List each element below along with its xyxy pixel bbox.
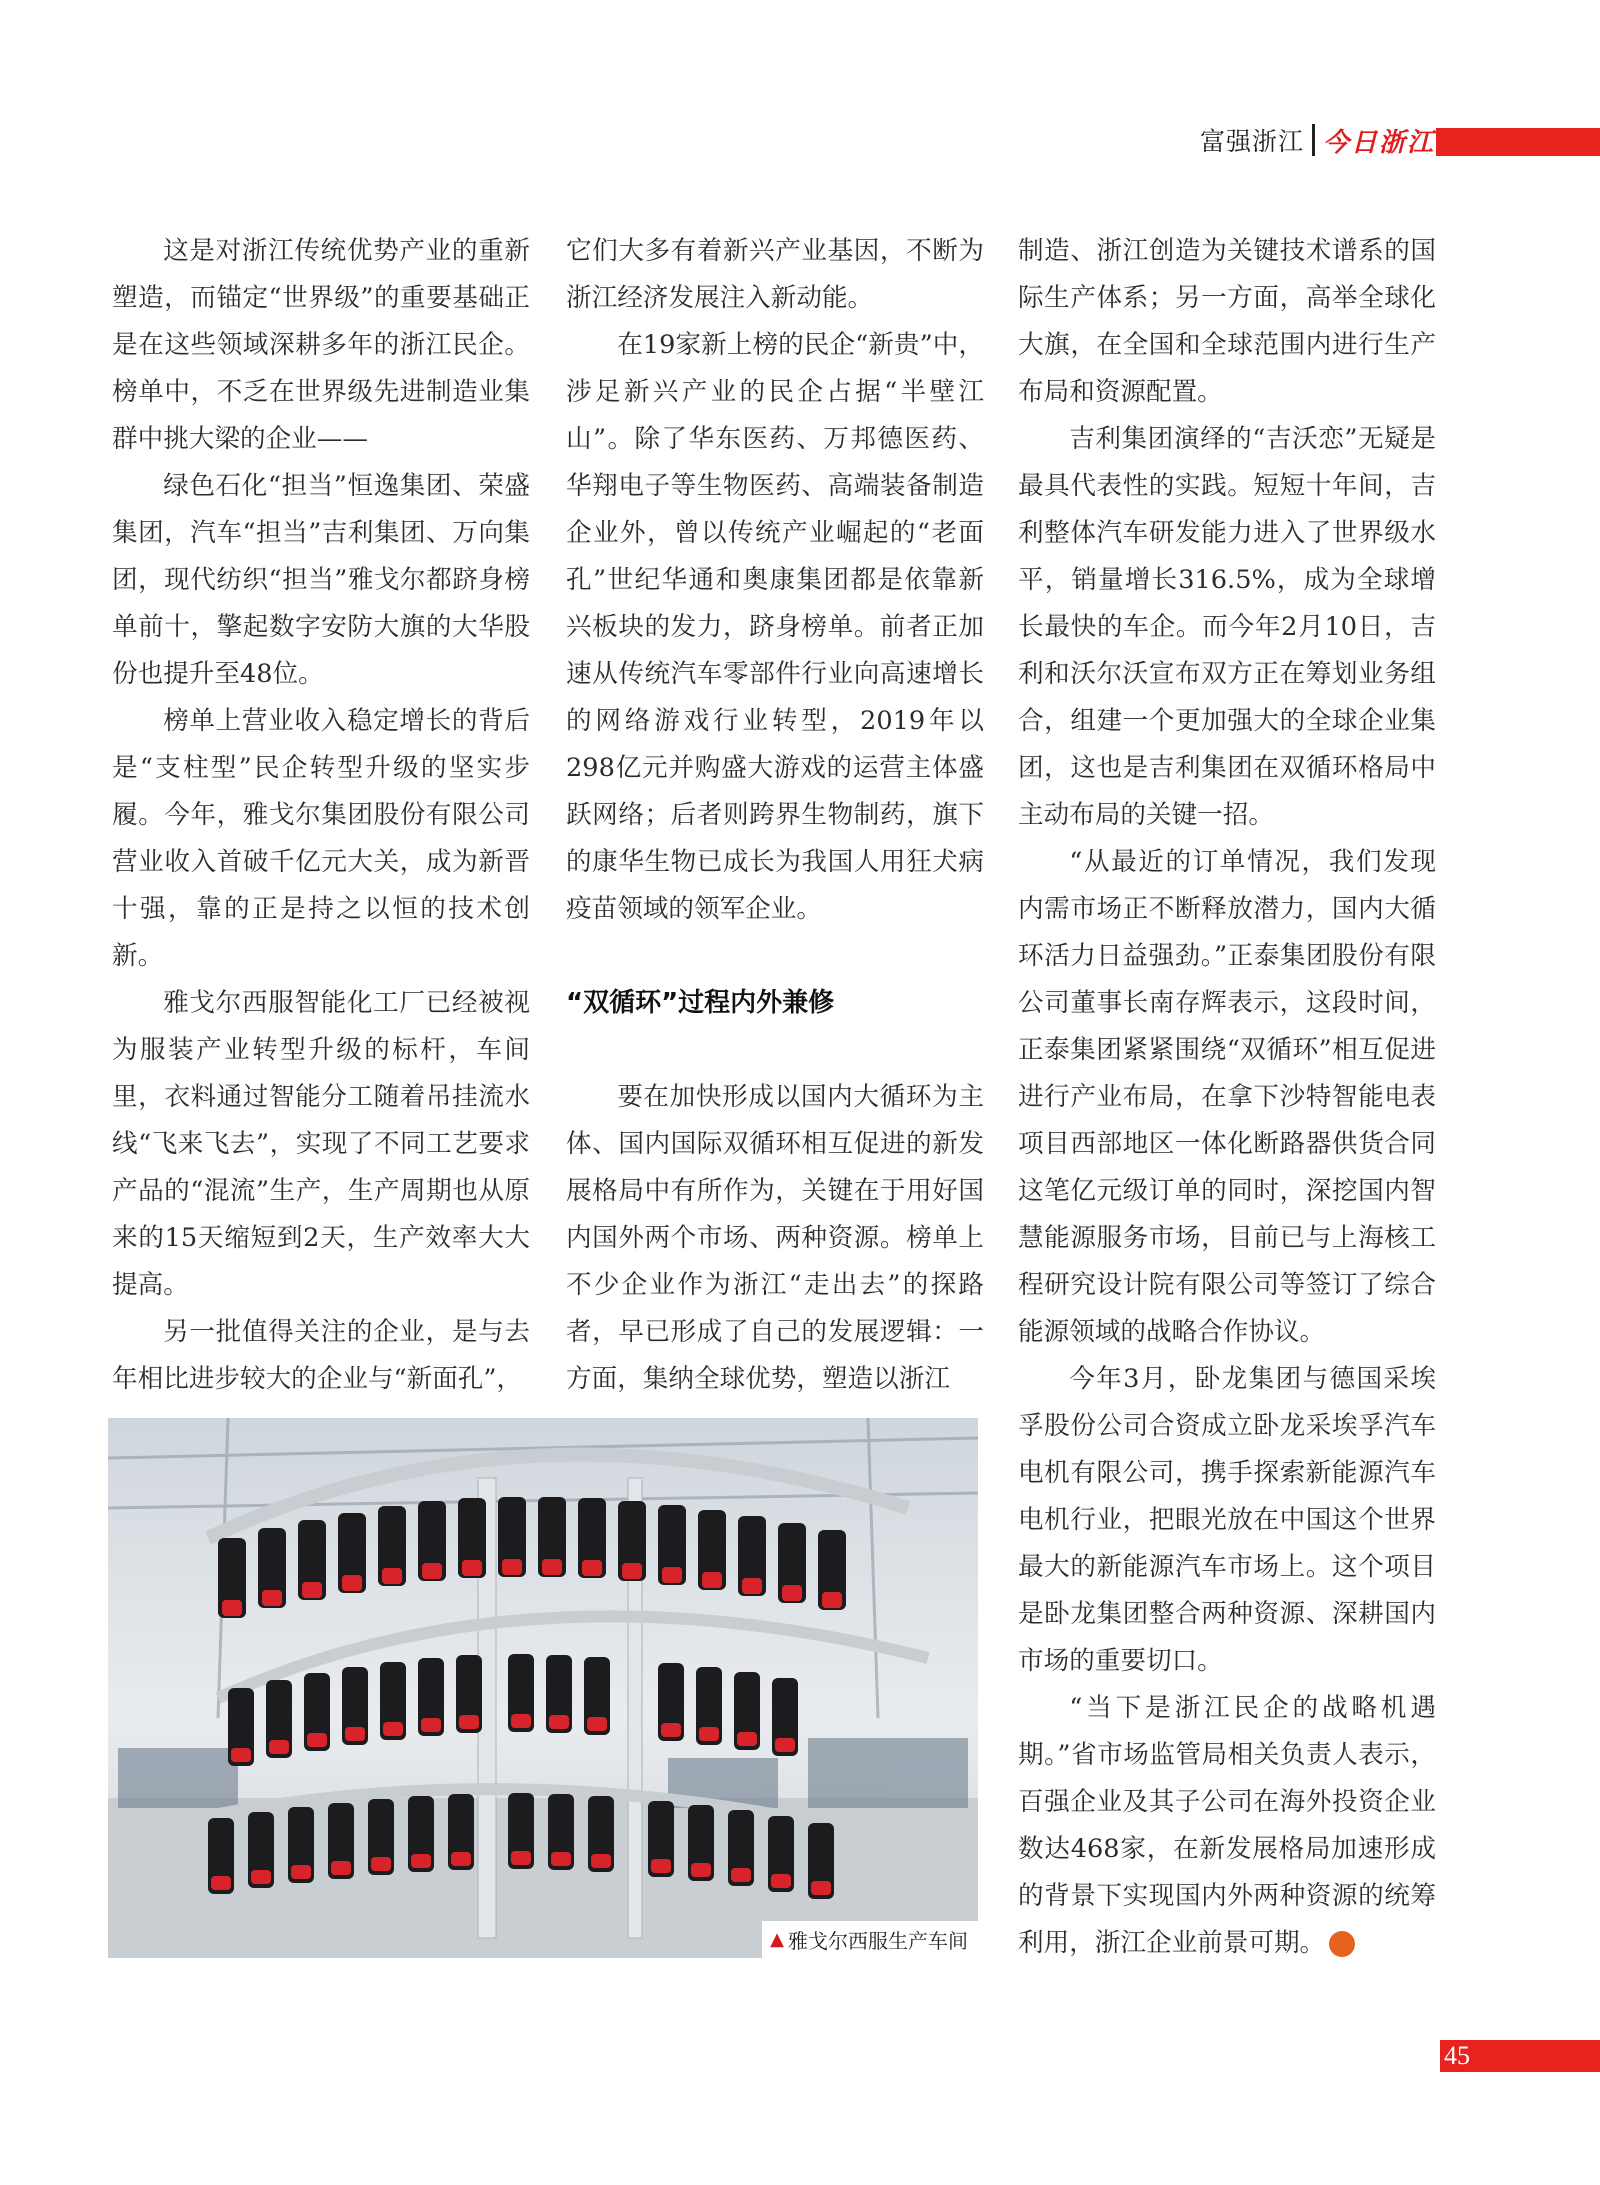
section-title: 富强浙江 (1200, 127, 1305, 156)
article-column-1 (112, 228, 530, 1403)
spacer (566, 1027, 984, 1074)
paragraph-text: “当下是浙江民企的战略机遇期。”省市场监管局相关负责人表示，百强企业及其子公司在海外投资企业数达468家，在新发展格局加速形成的背景下实现国内外两种资源的统筹利用，浙江企业前景可期。 (1018, 1693, 1436, 1958)
section-heading: “双循环”过程内外兼修 (566, 988, 835, 1018)
paragraph: 绿色石化“担当”恒逸集团、荣盛集团，汽车“担当”吉利集团、万向集团，现代纺织“担当”雅戈尔都跻身榜单前十，擎起数字安防大旗的大华股份也提升至48位。 (112, 471, 530, 689)
caption-text: 雅戈尔西服生产车间 (788, 1929, 968, 1953)
paragraph: 它们大多有着新兴产业基因，不断为浙江经济发展注入新动能。 (566, 236, 984, 313)
paragraph: 要在加快形成以国内大循环为主体、国内国际双循环相互促进的新发展格局中有所作为，关键在于用好国内国外两个市场、两种资源。榜单上不少企业作为浙江“走出去”的探路者，早已形成了自己的发展逻辑：一方面，集纳全球优势，塑造以浙江 (566, 1082, 984, 1394)
magazine-logo: 今日浙江 (1323, 127, 1436, 158)
spacer (566, 933, 984, 980)
paragraph: 这是对浙江传统优势产业的重新塑造，而锚定“世界级”的重要基础正是在这些领域深耕多年的浙江民企。榜单中，不乏在世界级先进制造业集群中挑大梁的企业—— (112, 236, 530, 454)
article-column-3 (1018, 228, 1436, 1967)
end-mark-icon: 今 (1329, 1931, 1355, 1957)
paragraph: 雅戈尔西服智能化工厂已经被视为服装产业转型升级的标杆，车间里，衣料通过智能分工随着吊挂流水线“飞来飞去”，实现了不同工艺要求产品的“混流”生产，生产周期也从原来的15天缩短到2天，生产效率大大提高。 (112, 988, 530, 1300)
photo-caption (762, 1921, 978, 1958)
paragraph: 榜单上营业收入稳定增长的背后是“支柱型”民企转型升级的坚实步履。今年，雅戈尔集团股份有限公司营业收入首破千亿元大关，成为新晋十强，靠的正是持之以恒的技术创新。 (112, 706, 530, 971)
article-column-2 (566, 228, 984, 1403)
paragraph: 在19家新上榜的民企“新贵”中，涉足新兴产业的民企占据“半壁江山”。除了华东医药、万邦德医药、华翔电子等生物医药、高端装备制造企业外，曾以传统产业崛起的“老面孔”世纪华通和奥康集团都是依靠新兴板块的发力，跻身榜单。前者正加速从传统汽车零部件行业向高速增长的网络游戏行业转型，2019年以298亿元并购盛大游戏的运营主体盛跃网络；后者则跨界生物制药，旗下的康华生物已成长为我国人用狂犬病疫苗领域的领军企业。 (566, 330, 984, 924)
header-divider (1312, 124, 1315, 156)
page-number: 45 (1444, 2041, 1470, 2070)
running-header (1200, 122, 1435, 158)
paragraph: “从最近的订单情况，我们发现内需市场正不断释放潜力，国内大循环活力日益强劲。”正泰集团股份有限公司董事长南存辉表示，这段时间，正泰集团紧紧围绕“双循环”相互促进进行产业布局，在拿下沙特智能电表项目西部地区一体化断路器供货合同这笔亿元级订单的同时，深挖国内智慧能源服务市场，目前已与上海核工程研究设计院有限公司等签订了综合能源领域的战略合作协议。 (1018, 847, 1436, 1347)
paragraph: 制造、浙江创造为关键技术谱系的国际生产体系；另一方面，高举全球化大旗，在全国和全球范围内进行生产布局和资源配置。 (1018, 236, 1436, 407)
garment-conveyor-illustration (108, 1418, 978, 1958)
factory-photo (108, 1418, 978, 1958)
paragraph: 另一批值得关注的企业，是与去年相比进步较大的企业与“新面孔”， (112, 1317, 530, 1394)
paragraph: 吉利集团演绎的“吉沃恋”无疑是最具代表性的实践。短短十年间，吉利整体汽车研发能力进入了世界级水平，销量增长316.5%，成为全球增长最快的车企。而今年2月10日，吉利和沃尔沃宣布双方正在筹划业务组合，组建一个更加强大的全球企业集团，这也是吉利集团在双循环格局中主动布局的关键一招。 (1018, 424, 1436, 830)
triangle-icon: ▲ (770, 1929, 784, 1950)
paragraph: 今年3月，卧龙集团与德国采埃孚股份公司合资成立卧龙采埃孚汽车电机有限公司，携手探索新能源汽车电机行业，把眼光放在中国这个世界最大的新能源汽车市场上。这个项目是卧龙集团整合两种资源、深耕国内市场的重要切口。 (1018, 1364, 1436, 1676)
header-red-bar (1436, 128, 1600, 156)
paragraph-final (1018, 1685, 1436, 1967)
